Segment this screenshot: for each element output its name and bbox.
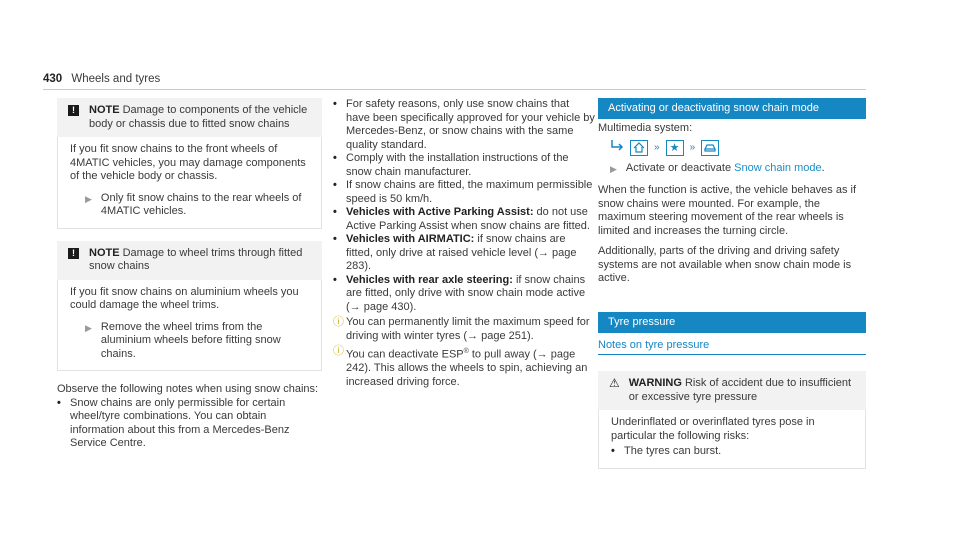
- section-bar: Activating or deactivating snow chain mode: [598, 98, 866, 119]
- list-item: [333, 152, 595, 179]
- list-item: [333, 274, 595, 315]
- menu-path: [610, 140, 866, 156]
- bullet-icon: •: [333, 98, 337, 110]
- note-action-text: Remove the wheel trims from the aluminium wheels before fitting snow chains.: [100, 320, 281, 360]
- list-item-label: Vehicles with Active Parking Assist:: [346, 206, 534, 218]
- action-text: [626, 162, 825, 176]
- note-action-text: Only fit snow chains to the rear wheels of 4MATIC vehicles.: [100, 191, 302, 217]
- note-action: [70, 192, 313, 219]
- paragraph-1: When the function is active, the vehicle behaves as if snow chains were mounted. For example, the maximum steering movement of the rear wheels is limited and increases the turning circle.: [598, 184, 857, 237]
- snow-chain-mode-link[interactable]: Snow chain mode: [734, 161, 822, 174]
- list-item: [333, 233, 595, 274]
- note-title: Damage to wheel trims through fitted snow chains: [89, 246, 303, 272]
- list-item-text: Comply with the installation instructions of the snow chain manufacturer.: [346, 152, 569, 178]
- path-start-icon: [610, 139, 624, 156]
- paragraph-2: Additionally, parts of the driving and driving safety systems are not available when snow chain mode is active.: [598, 245, 852, 284]
- action-text-pre: Activate or deactivate: [625, 161, 732, 174]
- list-item: [333, 179, 595, 206]
- list-item-text: If snow chains are fitted, the maximum permissible speed is 50 km/h.: [346, 179, 593, 205]
- list-item-text: The tyres can burst.: [624, 445, 722, 457]
- warning-box: [598, 371, 866, 469]
- list-item-text: do not use Active Parking Assist when snow chains are fitted.: [346, 206, 590, 232]
- star-icon[interactable]: ★: [666, 140, 684, 156]
- list-item-text: if snow chains are fitted, only drive at raised vehicle level (→ page 283).: [346, 233, 577, 272]
- home-icon[interactable]: [630, 140, 648, 156]
- bullet-list: [611, 445, 857, 459]
- column-1: [57, 98, 322, 451]
- info-icon: ⓘ: [333, 316, 344, 328]
- list-item: [611, 445, 857, 459]
- info-text: [346, 345, 595, 389]
- warning-body: [598, 410, 866, 469]
- warning-keyword: WARNING: [628, 377, 682, 389]
- note-body: [57, 280, 322, 372]
- info-text-post: to pull away (→ page 242). This allows the wheels to spin, achieving an increased driving force.: [346, 348, 588, 388]
- info-note: [333, 316, 595, 343]
- note-title: Damage to components of the vehicle body or chassis due to fitted snow chains: [89, 104, 308, 130]
- column-3: [598, 98, 866, 469]
- list-item-label: Vehicles with AIRMATIC:: [346, 233, 475, 245]
- note-text: If you fit snow chains on aluminium wheels you could damage the wheel trims.: [70, 285, 299, 311]
- bullet-icon: •: [611, 445, 615, 457]
- bullet-list: [333, 98, 595, 314]
- list-item-text: Snow chains are only permissible for certain wheel/tyre combinations. You can obtain information about this from a Mercedes-Benz Service Centre.: [70, 396, 290, 449]
- intro-text: Observe the following notes when using snow chains:: [57, 383, 319, 395]
- header-rule: [43, 89, 866, 90]
- bullet-icon: •: [333, 179, 337, 191]
- bullet-list: [57, 397, 322, 451]
- exclamation-icon: !: [68, 248, 79, 259]
- info-icon: ⓘ: [333, 345, 344, 357]
- system-label: Multimedia system:: [598, 122, 693, 134]
- info-text-pre: You can deactivate ESP: [346, 348, 464, 361]
- arrow-right-icon: ▶: [85, 322, 92, 333]
- section-bar-tyre-pressure: Tyre pressure: [598, 312, 866, 333]
- bullet-icon: •: [333, 273, 337, 286]
- warning-triangle-icon: ⚠: [609, 376, 620, 390]
- chevron-right-icon: »: [689, 141, 696, 153]
- info-note: [333, 345, 595, 389]
- chevron-right-icon: »: [654, 141, 660, 153]
- activate-action: [598, 162, 866, 177]
- list-item-text: if snow chains are fitted, only drive with snow chain mode active (→ page 430).: [346, 273, 586, 313]
- list-item: [57, 397, 322, 451]
- action-text-post: .: [821, 161, 825, 174]
- note-keyword: NOTE: [89, 104, 120, 116]
- note-header: [57, 98, 322, 137]
- note-header: [57, 241, 322, 280]
- note-box-1: [57, 98, 322, 229]
- section-title: Wheels and tyres: [71, 73, 161, 85]
- page-header: [43, 73, 160, 85]
- note-body: [57, 137, 322, 229]
- warning-header: [598, 371, 866, 410]
- note-text: If you fit snow chains to the front wheels of 4MATIC vehicles, you may damage components of the vehicle body or chassis.: [70, 143, 306, 182]
- arrow-right-icon: ▶: [85, 193, 92, 204]
- column-2: [333, 98, 595, 389]
- bullet-icon: •: [57, 396, 61, 409]
- bullet-icon: •: [333, 152, 337, 164]
- note-keyword: NOTE: [89, 246, 120, 259]
- bullet-icon: •: [333, 233, 337, 245]
- info-text: You can permanently limit the maximum speed for driving with winter tyres (→ page 251).: [346, 316, 590, 342]
- bullet-icon: •: [333, 206, 337, 218]
- registered-mark: ®: [463, 348, 469, 355]
- list-item: [333, 206, 595, 233]
- warning-text: Underinflated or overinflated tyres pose in particular the following risks:: [611, 416, 815, 442]
- car-icon[interactable]: [701, 140, 719, 156]
- page-number: 430: [43, 73, 63, 85]
- warning-title: Risk of accident due to insufficient or excessive tyre pressure: [628, 377, 852, 403]
- note-action: [70, 321, 313, 362]
- subheading: Notes on tyre pressure: [598, 339, 866, 356]
- list-item-label: Vehicles with rear axle steering:: [346, 273, 513, 286]
- exclamation-icon: !: [68, 105, 79, 116]
- list-item-text: For safety reasons, only use snow chains that have been specifically approved for your vehicle by Mercedes-Benz, or snow chains with the same quality standard.: [346, 98, 595, 151]
- list-item: [333, 98, 595, 152]
- note-box-2: [57, 241, 322, 372]
- arrow-right-icon: ▶: [610, 163, 617, 174]
